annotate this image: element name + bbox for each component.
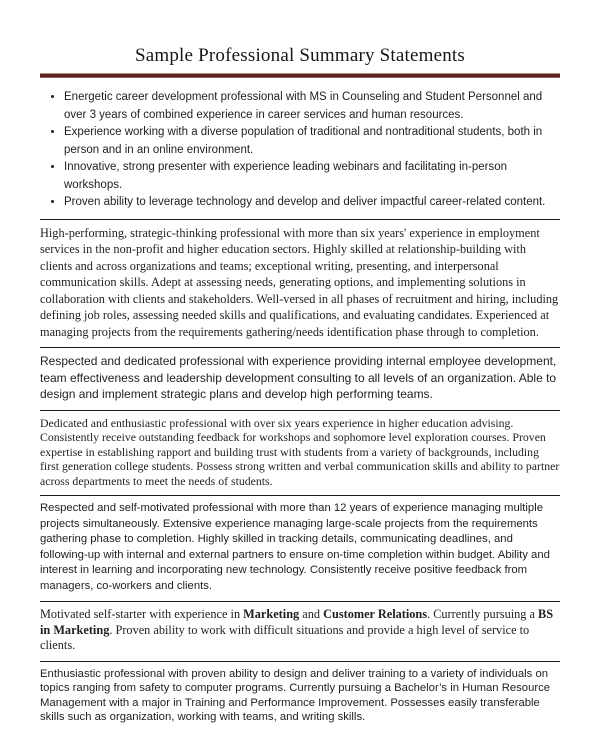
page-title: Sample Professional Summary Statements xyxy=(134,45,466,66)
summary-section-1 xyxy=(40,219,560,348)
bold-text-bs-in-marketing: BS in Marketing xyxy=(40,607,554,637)
summary-paragraph-1: High-performing, strategic-thinking professional with more than six years' experience in employment services in the non-profit and higher education sectors. Highly skilled at relationship-building with clients and across organizations and teams; exceptional writing, presenting, and interpersonal communication skills. Adept at assessing needs, generating options, and implementing solutions in collaboration with clients and stakeholders. Well-versed in all phases of recruitment and hiring, including defining job roles, assessing needed skills and qualifications, and evaluating candidates. Experienced at managing projects from the requirements gathering/needs identification phase through to completion. xyxy=(40,225,559,339)
summary-paragraph-2: Respected and dedicated professional with experience providing internal employee development, team effectiveness and leadership development consulting to all levels of an organization. Able to design and implement strategic plans and develop high performing teams. xyxy=(40,354,557,401)
paragraph-text-segment: Motivated self-starter with experience in xyxy=(40,607,244,621)
paragraph-text-segment: and xyxy=(299,607,324,621)
title-underline-rule xyxy=(40,73,560,78)
summary-section-4 xyxy=(40,495,560,601)
paragraph-text-segment: . Currently pursuing a xyxy=(427,607,539,621)
summary-section-5 xyxy=(40,601,560,661)
bullet-item: • Experience working with a diverse population of traditional and nontraditional students, both in person and in an online environment. xyxy=(64,124,560,159)
bullet-item: • Energetic career development professional with MS in Counseling and Student Personnel and over 3 years of combined experience in career services and human resources. xyxy=(64,89,560,124)
summary-section-2 xyxy=(40,347,560,410)
paragraph-text-segment: . Proven ability to work with difficult situations and provide a high level of service to clients. xyxy=(40,622,530,652)
summary-paragraph-4: Respected and self-motivated professional with more than 12 years of experience managing multiple projects simultaneously. Extensive experience managing large-scale projects from the requirements gathering phase to completion. Highly skilled in tracking details, communicating deadlines, and following-up with internal and external partners to ensure on-time completion within budget. Ability and interest in learning and incorporating new technology. Consistently receive positive feedback from managers, co-workers and clients. xyxy=(40,502,550,592)
bold-text-customer-relations: Customer Relations xyxy=(323,607,428,621)
summary-section-3 xyxy=(40,410,560,496)
summary-paragraph-5 xyxy=(40,607,560,654)
bullet-item: • Innovative, strong presenter with experience leading webinars and facilitating in-person workshops. xyxy=(64,159,560,194)
summary-paragraph-3: Dedicated and enthusiastic professional with over six years experience in higher education advising. Consistently receive outstanding feedback for workshops and sophomore level exploration courses. Proven expertise in establishing rapport and building trust with students from a variety of backgrounds, including first generation college students. Possess strong written and verbal communication skills and ability to partner across departments to meet the needs of students. xyxy=(40,415,560,488)
bold-text-marketing: Marketing xyxy=(243,607,300,621)
bullet-list xyxy=(40,89,560,212)
summary-paragraph-6: Enthusiastic professional with proven ability to design and deliver training to a variety of individuals on topics ranging from safety to computer programs. Currently pursuing a Bachelor’s in Human Resource Management with a major in Training and Performance Improvement. Possesses easily transferable skills such as organization, working with teams, and writing skills. xyxy=(40,667,551,723)
summary-section-6 xyxy=(40,661,560,730)
bullet-item: • Proven ability to leverage technology and develop and deliver impactful career-related content. xyxy=(64,194,560,212)
